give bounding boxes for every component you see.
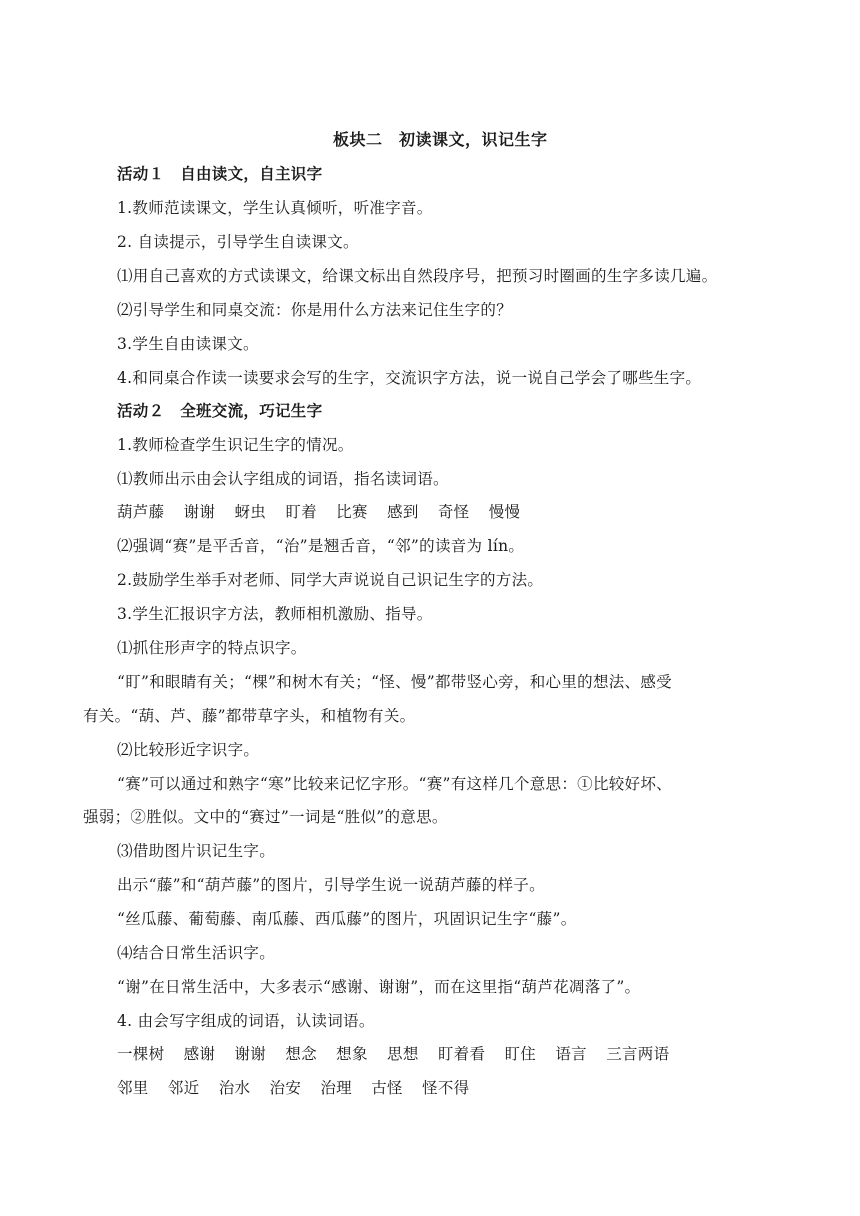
paragraph: ⑵比较形近字识字。	[117, 741, 260, 759]
word-item: 蚜虫	[234, 503, 267, 521]
paragraph: 2.鼓励学生举手对老师、同学大声说说自己识记生字的方法。	[117, 571, 544, 589]
paragraph: 有关。“葫、芦、藤”都带草字头，和植物有关。	[83, 707, 416, 725]
word-list-1	[117, 501, 534, 523]
paragraph: “丝瓜藤、葡萄藤、南瓜藤、西瓜藤”的图片，巩固识记生字“藤”。	[117, 910, 577, 928]
paragraph: ⑷结合日常生活识字。	[117, 944, 276, 962]
word-item: 邻近	[167, 1079, 200, 1097]
word-item: 古怪	[371, 1079, 403, 1097]
paragraph: “赛”可以通过和熟字“寒”比较来记忆字形。“赛”有这样几个意思：①比较好坏、	[117, 775, 672, 793]
word-item: 想象	[336, 1045, 368, 1063]
word-item: 思想	[387, 1045, 419, 1063]
word-item: 一棵树	[117, 1045, 165, 1063]
word-item: 怪不得	[422, 1079, 470, 1097]
paragraph: “盯”和眼睛有关；“棵”和树木有关；“怪、慢”都带竖心旁，和心里的想法、感受	[117, 673, 672, 691]
word-item: 想念	[285, 1045, 317, 1063]
word-item: 盯住	[504, 1045, 537, 1063]
word-item: 三言两语	[606, 1045, 670, 1063]
word-item: 治安	[269, 1079, 302, 1097]
word-item: 感谢	[183, 1045, 216, 1063]
paragraph: 4.和同桌合作读一读要求会写的生字，交流识字方法，说一说自己学会了哪些生字。	[117, 369, 702, 387]
word-item: 盯着看	[437, 1045, 486, 1063]
activity2-heading: 活动２ 全班交流，巧记生字	[117, 402, 323, 420]
paragraph: ⑴抓住形声字的特点识字。	[117, 639, 307, 657]
paragraph: ⑵引导学生和同桌交流：你是用什么方法来记住生字的？	[117, 301, 513, 319]
word-item: 葫芦藤	[117, 503, 165, 521]
activity1-heading: 活动１ 自由读文，自主识字	[117, 165, 323, 183]
word-item: 奇怪	[437, 503, 470, 521]
paragraph: 3.学生汇报识字方法，教师相机激励、指导。	[117, 605, 433, 623]
word-list-3	[117, 1077, 483, 1099]
word-item: 语言	[555, 1045, 587, 1063]
paragraph: ⑵强调“赛”是平舌音，“治”是翘舌音，“邻”的读音为 lín。	[117, 537, 525, 555]
word-item: 邻里	[117, 1079, 149, 1097]
paragraph: 1.教师检查学生识记生字的情况。	[117, 436, 354, 454]
word-item: 治理	[320, 1079, 352, 1097]
paragraph: ⑴用自己喜欢的方式读课文，给课文标出自然段序号，把预习时圈画的生字多读几遍。	[117, 267, 718, 285]
word-item: 谢谢	[234, 1045, 267, 1063]
paragraph: ⑴教师出示由会认字组成的词语，指名读词语。	[117, 470, 449, 488]
section-title: 板块二 初读课文，识记生字	[333, 130, 548, 149]
paragraph: 2. 自读提示，引导学生自读课文。	[117, 233, 359, 251]
paragraph: 3.学生自由读课文。	[117, 335, 259, 353]
word-item: 慢慢	[488, 503, 521, 521]
paragraph: 出示“藤”和“葫芦藤”的图片，引导学生说一说葫芦藤的样子。	[117, 876, 545, 894]
word-item: 感到	[387, 503, 419, 521]
word-item: 比赛	[336, 503, 368, 521]
paragraph: 4. 由会写字组成的词语，认读词语。	[117, 1012, 375, 1030]
word-item: 盯着	[285, 503, 317, 521]
word-list-2	[117, 1043, 683, 1065]
paragraph: ⑶借助图片识记生字。	[117, 842, 276, 860]
word-item: 谢谢	[183, 503, 216, 521]
paragraph: 1.教师范读课文，学生认真倾听，听准字音。	[117, 199, 433, 217]
paragraph: 强弱；②胜似。文中的“赛过”一词是“胜似”的意思。	[83, 808, 448, 826]
word-item: 治水	[218, 1079, 251, 1097]
paragraph: “谢”在日常生活中，大多表示“感谢、谢谢”，而在这里指“葫芦花凋落了”。	[117, 978, 641, 996]
